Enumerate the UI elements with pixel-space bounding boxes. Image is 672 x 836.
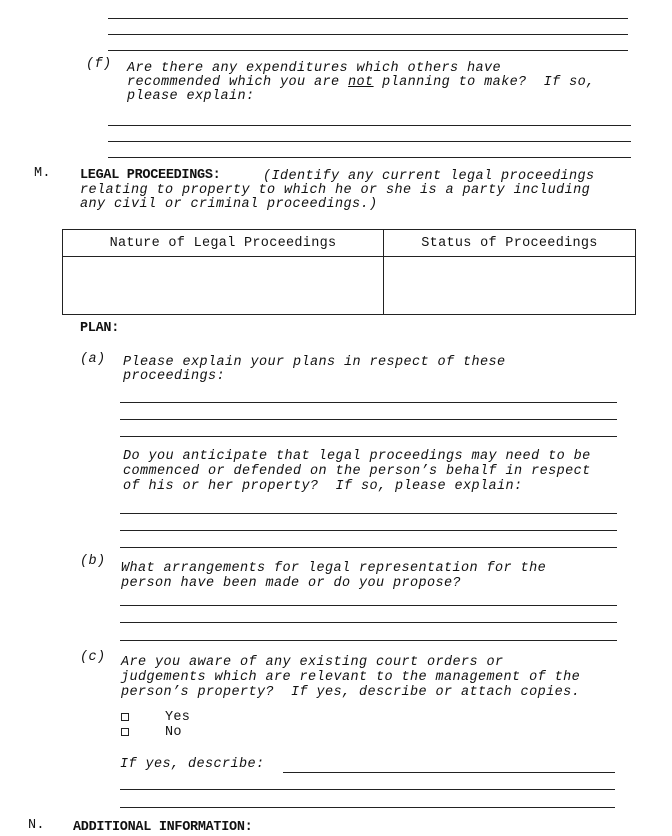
plan-a-label: (a): [80, 352, 106, 367]
plan-b-label: (b): [80, 554, 106, 569]
table-header-nature: Nature of Legal Proceedings: [63, 230, 384, 257]
answer-line[interactable]: [120, 622, 617, 623]
answer-line[interactable]: [108, 125, 631, 126]
section-m-instructions: [80, 170, 595, 212]
legal-proceedings-table: [62, 229, 636, 315]
answer-line[interactable]: [120, 807, 615, 808]
nature-cell[interactable]: [63, 257, 384, 315]
no-option-label: No: [165, 725, 182, 740]
answer-line[interactable]: [120, 402, 617, 403]
section-n-heading: ADDITIONAL INFORMATION:: [73, 820, 253, 835]
question-text-end: planning to make? If so, please explain:: [127, 75, 595, 104]
section-f-label: (f): [86, 57, 112, 72]
plan-c-label: (c): [80, 650, 106, 665]
answer-line[interactable]: [120, 530, 617, 531]
yes-checkbox[interactable]: [121, 713, 129, 721]
section-m-letter: M.: [34, 166, 51, 181]
yes-option-label: Yes: [165, 710, 191, 725]
answer-line[interactable]: [120, 605, 617, 606]
answer-line[interactable]: [120, 436, 617, 437]
section-m-heading: LEGAL PROCEEDINGS:: [80, 168, 221, 183]
answer-line[interactable]: [120, 419, 617, 420]
describe-label: If yes, describe:: [120, 757, 265, 772]
answer-line[interactable]: [120, 547, 617, 548]
table-row: [63, 257, 636, 315]
answer-line[interactable]: [108, 157, 631, 158]
section-n-letter: N.: [28, 818, 45, 833]
plan-heading: PLAN:: [80, 321, 120, 336]
instructions-text: (Identify any current legal proceedings relating to property to which he or she is a party including any civil or criminal proceedings.): [80, 169, 595, 212]
plan-b-question: What arrangements for legal representation for the person have been made or do you propose?: [121, 561, 547, 591]
no-checkbox[interactable]: [121, 728, 129, 736]
answer-line[interactable]: [120, 513, 617, 514]
plan-a-question: Please explain your plans in respect of these proceedings:: [123, 355, 506, 384]
answer-line[interactable]: [108, 18, 628, 19]
answer-line[interactable]: [120, 789, 615, 790]
answer-line[interactable]: [108, 141, 631, 142]
table-header-status: Status of Proceedings: [384, 230, 636, 257]
question-text-start: Are there any expenditures which others have recommended which you are: [127, 61, 502, 90]
status-cell[interactable]: [384, 257, 636, 315]
describe-answer-line[interactable]: [283, 772, 615, 773]
underlined-word: not: [348, 75, 374, 90]
answer-line[interactable]: [108, 34, 628, 35]
answer-line[interactable]: [120, 640, 617, 641]
table-header-row: [63, 230, 636, 257]
section-f-question: [127, 62, 595, 104]
plan-a-followup: Do you anticipate that legal proceedings may need to be commenced or defended on the person’s behalf in respect of his or her property? If so, please explain:: [123, 449, 591, 494]
plan-c-question: Are you aware of any existing court orders or judgements which are relevant to the management of the person’s property? If yes, describe or attach copies.: [121, 655, 581, 700]
answer-line[interactable]: [108, 50, 628, 51]
